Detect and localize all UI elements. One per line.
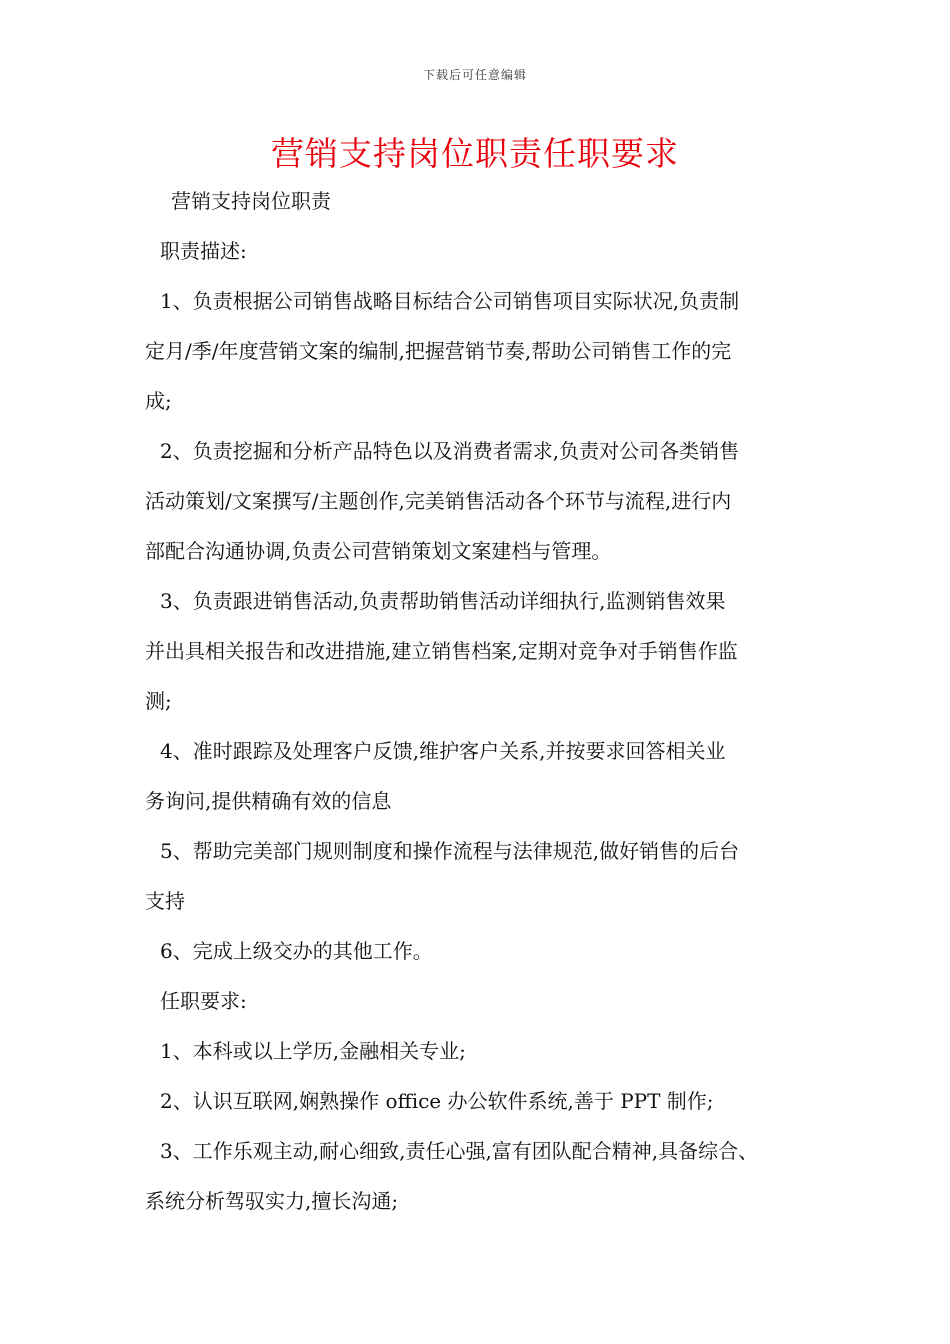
requirement-item [145,1026,815,1076]
header-note: 下载后可任意编辑 [422,68,527,82]
paragraph-line: 2、负责挖掘和分析产品特色以及消费者需求,负责对公司各类销售 [160,439,740,463]
paragraph-line: 1、负责根据公司销售战略目标结合公司销售项目实际状况,负责制 [160,289,740,313]
paragraph-line: 5、帮助完美部门规则制度和操作流程与法律规范,做好销售的后台 [160,839,740,863]
section-subtitle: 营销支持岗位职责 [171,189,331,213]
paragraph-line: 6、完成上级交办的其他工作。 [160,939,433,963]
paragraph-line: 2、认识互联网,娴熟操作 office 办公软件系统,善于 PPT 制作; [160,1089,714,1113]
responsibility-item [145,426,815,576]
paragraph-line: 成; [145,389,172,413]
document-body [145,176,815,1226]
responsibility-item [145,926,815,976]
requirement-item [145,1126,815,1226]
paragraph-line: 4、准时跟踪及处理客户反馈,维护客户关系,并按要求回答相关业 [160,739,726,763]
document-title: 营销支持岗位职责任职要求 [271,134,679,173]
paragraph-line: 系统分析驾驭实力,擅长沟通; [145,1189,399,1213]
responsibility-item [145,826,815,926]
requirement-item [145,1076,815,1126]
paragraph-line: 1、本科或以上学历,金融相关专业; [160,1039,466,1063]
paragraph-line: 部配合沟通协调,负责公司营销策划文案建档与管理。 [145,539,612,563]
paragraph-line: 3、工作乐观主动,耐心细致,责任心强,富有团队配合精神,具备综合、 [160,1139,759,1163]
responsibility-item [145,726,815,826]
paragraph-line: 支持 [145,889,185,913]
paragraph-line: 务询问,提供精确有效的信息 [145,789,392,813]
responsibility-item [145,276,815,426]
paragraph-line: 并出具相关报告和改进措施,建立销售档案,定期对竞争对手销售作监 [145,639,738,663]
paragraph-line: 定月/季/年度营销文案的编制,把握营销节奏,帮助公司销售工作的完 [145,339,732,363]
responsibilities-heading: 职责描述: [160,239,247,263]
paragraph-line: 测; [145,689,172,713]
paragraph-line: 活动策划/文案撰写/主题创作,完美销售活动各个环节与流程,进行内 [145,489,732,513]
paragraph-line: 3、负责跟进销售活动,负责帮助销售活动详细执行,监测销售效果 [160,589,726,613]
responsibility-item [145,576,815,726]
requirements-heading: 任职要求: [160,989,247,1013]
